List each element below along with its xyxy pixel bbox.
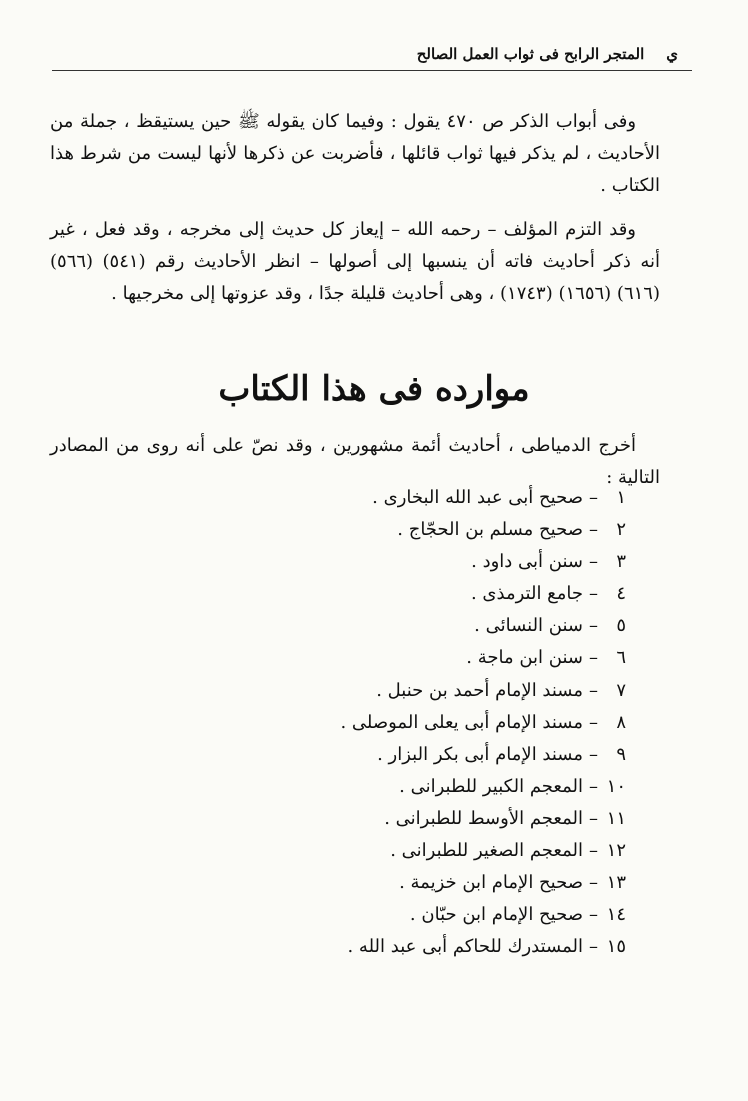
list-text: سنن النسائى . bbox=[474, 615, 583, 637]
list-dash: – bbox=[589, 615, 598, 637]
list-text: صحيح مسلم بن الحجّاج . bbox=[397, 519, 583, 541]
list-number: ١٢ bbox=[606, 840, 626, 862]
list-item bbox=[206, 642, 626, 674]
list-text: صحيح الإمام ابن حبّان . bbox=[409, 904, 583, 926]
list-item bbox=[206, 546, 626, 578]
list-item bbox=[206, 931, 626, 963]
list-dash: – bbox=[589, 775, 598, 797]
list-item bbox=[206, 899, 626, 931]
list-number: ١٥ bbox=[606, 936, 626, 958]
list-text: المعجم الكبير للطبرانى . bbox=[399, 775, 583, 797]
list-number: ١ bbox=[616, 487, 626, 508]
list-text: سنن أبى داود . bbox=[471, 551, 583, 573]
list-number: ٢ bbox=[616, 519, 626, 541]
page-number: ي bbox=[666, 45, 678, 63]
list-dash: – bbox=[589, 583, 598, 605]
list-text: صحيح الإمام ابن خزيمة . bbox=[399, 872, 583, 894]
paragraph-adhkar-note: وفى أبواب الذكر ص ٤٧٠ يقول : وفيما كان يقوله ﷺ حين يستيقظ ، جملة من الأحاديث ، لم يذكر فيها ثواب قائلها ، فأضربت عن ذكرها لأنها ليست من شرط هذا الكتاب . bbox=[50, 111, 660, 196]
list-item bbox=[206, 675, 626, 707]
list-text: جامع الترمذى . bbox=[470, 583, 583, 605]
list-dash: – bbox=[589, 904, 598, 926]
list-item bbox=[206, 610, 626, 642]
list-number: ٩ bbox=[616, 743, 626, 765]
list-text: مسند الإمام أبى يعلى الموصلى . bbox=[340, 711, 583, 733]
section-heading: موارده فى هذا الكتاب bbox=[218, 369, 530, 410]
list-text: المستدرك للحاكم أبى عبد الله . bbox=[347, 936, 583, 958]
list-text: سنن ابن ماجة . bbox=[466, 647, 583, 669]
list-text: صحيح أبى عبد الله البخارى . bbox=[372, 487, 583, 508]
list-text: مسند الإمام أبى بكر البزار . bbox=[377, 743, 583, 765]
list-number: ٣ bbox=[616, 551, 626, 573]
list-dash: – bbox=[589, 647, 598, 669]
list-number: ٧ bbox=[616, 679, 626, 701]
paragraph-author-attribution: وقد التزم المؤلف – رحمه الله – إيعاز كل حديث إلى مخرجه ، وقد فعل ، غير أنه ذكر أحاديث فاته أن ينسبها إلى أصولها – انظر الأحاديث رقم (٥٤١) (٥٦٦) (٦١٦) (١٦٥٦) (١٧٤٣) ، وهى أحاديث قليلة جدًا ، وقد عزوتها إلى مخرجيها . bbox=[50, 219, 660, 304]
running-header bbox=[78, 40, 678, 68]
list-number: ١٠ bbox=[606, 775, 626, 797]
list-number: ١١ bbox=[606, 807, 626, 829]
list-dash: – bbox=[589, 551, 598, 573]
list-item bbox=[206, 514, 626, 546]
list-dash: – bbox=[589, 679, 598, 701]
list-number: ٤ bbox=[616, 583, 626, 605]
list-item bbox=[206, 867, 626, 899]
list-dash: – bbox=[589, 807, 598, 829]
list-number: ٨ bbox=[616, 711, 626, 733]
list-number: ١٣ bbox=[606, 872, 626, 894]
list-dash: – bbox=[589, 872, 598, 894]
list-dash: – bbox=[589, 840, 598, 862]
list-dash: – bbox=[589, 519, 598, 541]
header-divider bbox=[52, 70, 692, 71]
list-number: ٦ bbox=[616, 647, 626, 669]
list-item bbox=[206, 835, 626, 867]
list-item bbox=[206, 771, 626, 803]
list-number: ٥ bbox=[616, 615, 626, 637]
list-text: مسند الإمام أحمد بن حنبل . bbox=[376, 679, 583, 701]
list-item bbox=[206, 739, 626, 771]
sources-list bbox=[206, 482, 626, 963]
list-item bbox=[206, 482, 626, 514]
list-dash: – bbox=[589, 487, 598, 508]
running-title: المتجر الرابح فى ثواب العمل الصالح bbox=[416, 45, 645, 63]
list-dash: – bbox=[589, 711, 598, 733]
list-text: المعجم الصغير للطبرانى . bbox=[390, 840, 583, 862]
list-item bbox=[206, 803, 626, 835]
sources-intro: أخرج الدمياطى ، أحاديث أئمة مشهورين ، وقد نصّ على أنه روى من المصادر التالية : bbox=[50, 435, 660, 488]
list-item bbox=[206, 578, 626, 610]
list-dash: – bbox=[589, 936, 598, 958]
list-number: ١٤ bbox=[606, 904, 626, 926]
list-dash: – bbox=[589, 743, 598, 765]
list-text: المعجم الأوسط للطبرانى . bbox=[384, 807, 583, 829]
list-item bbox=[206, 707, 626, 739]
